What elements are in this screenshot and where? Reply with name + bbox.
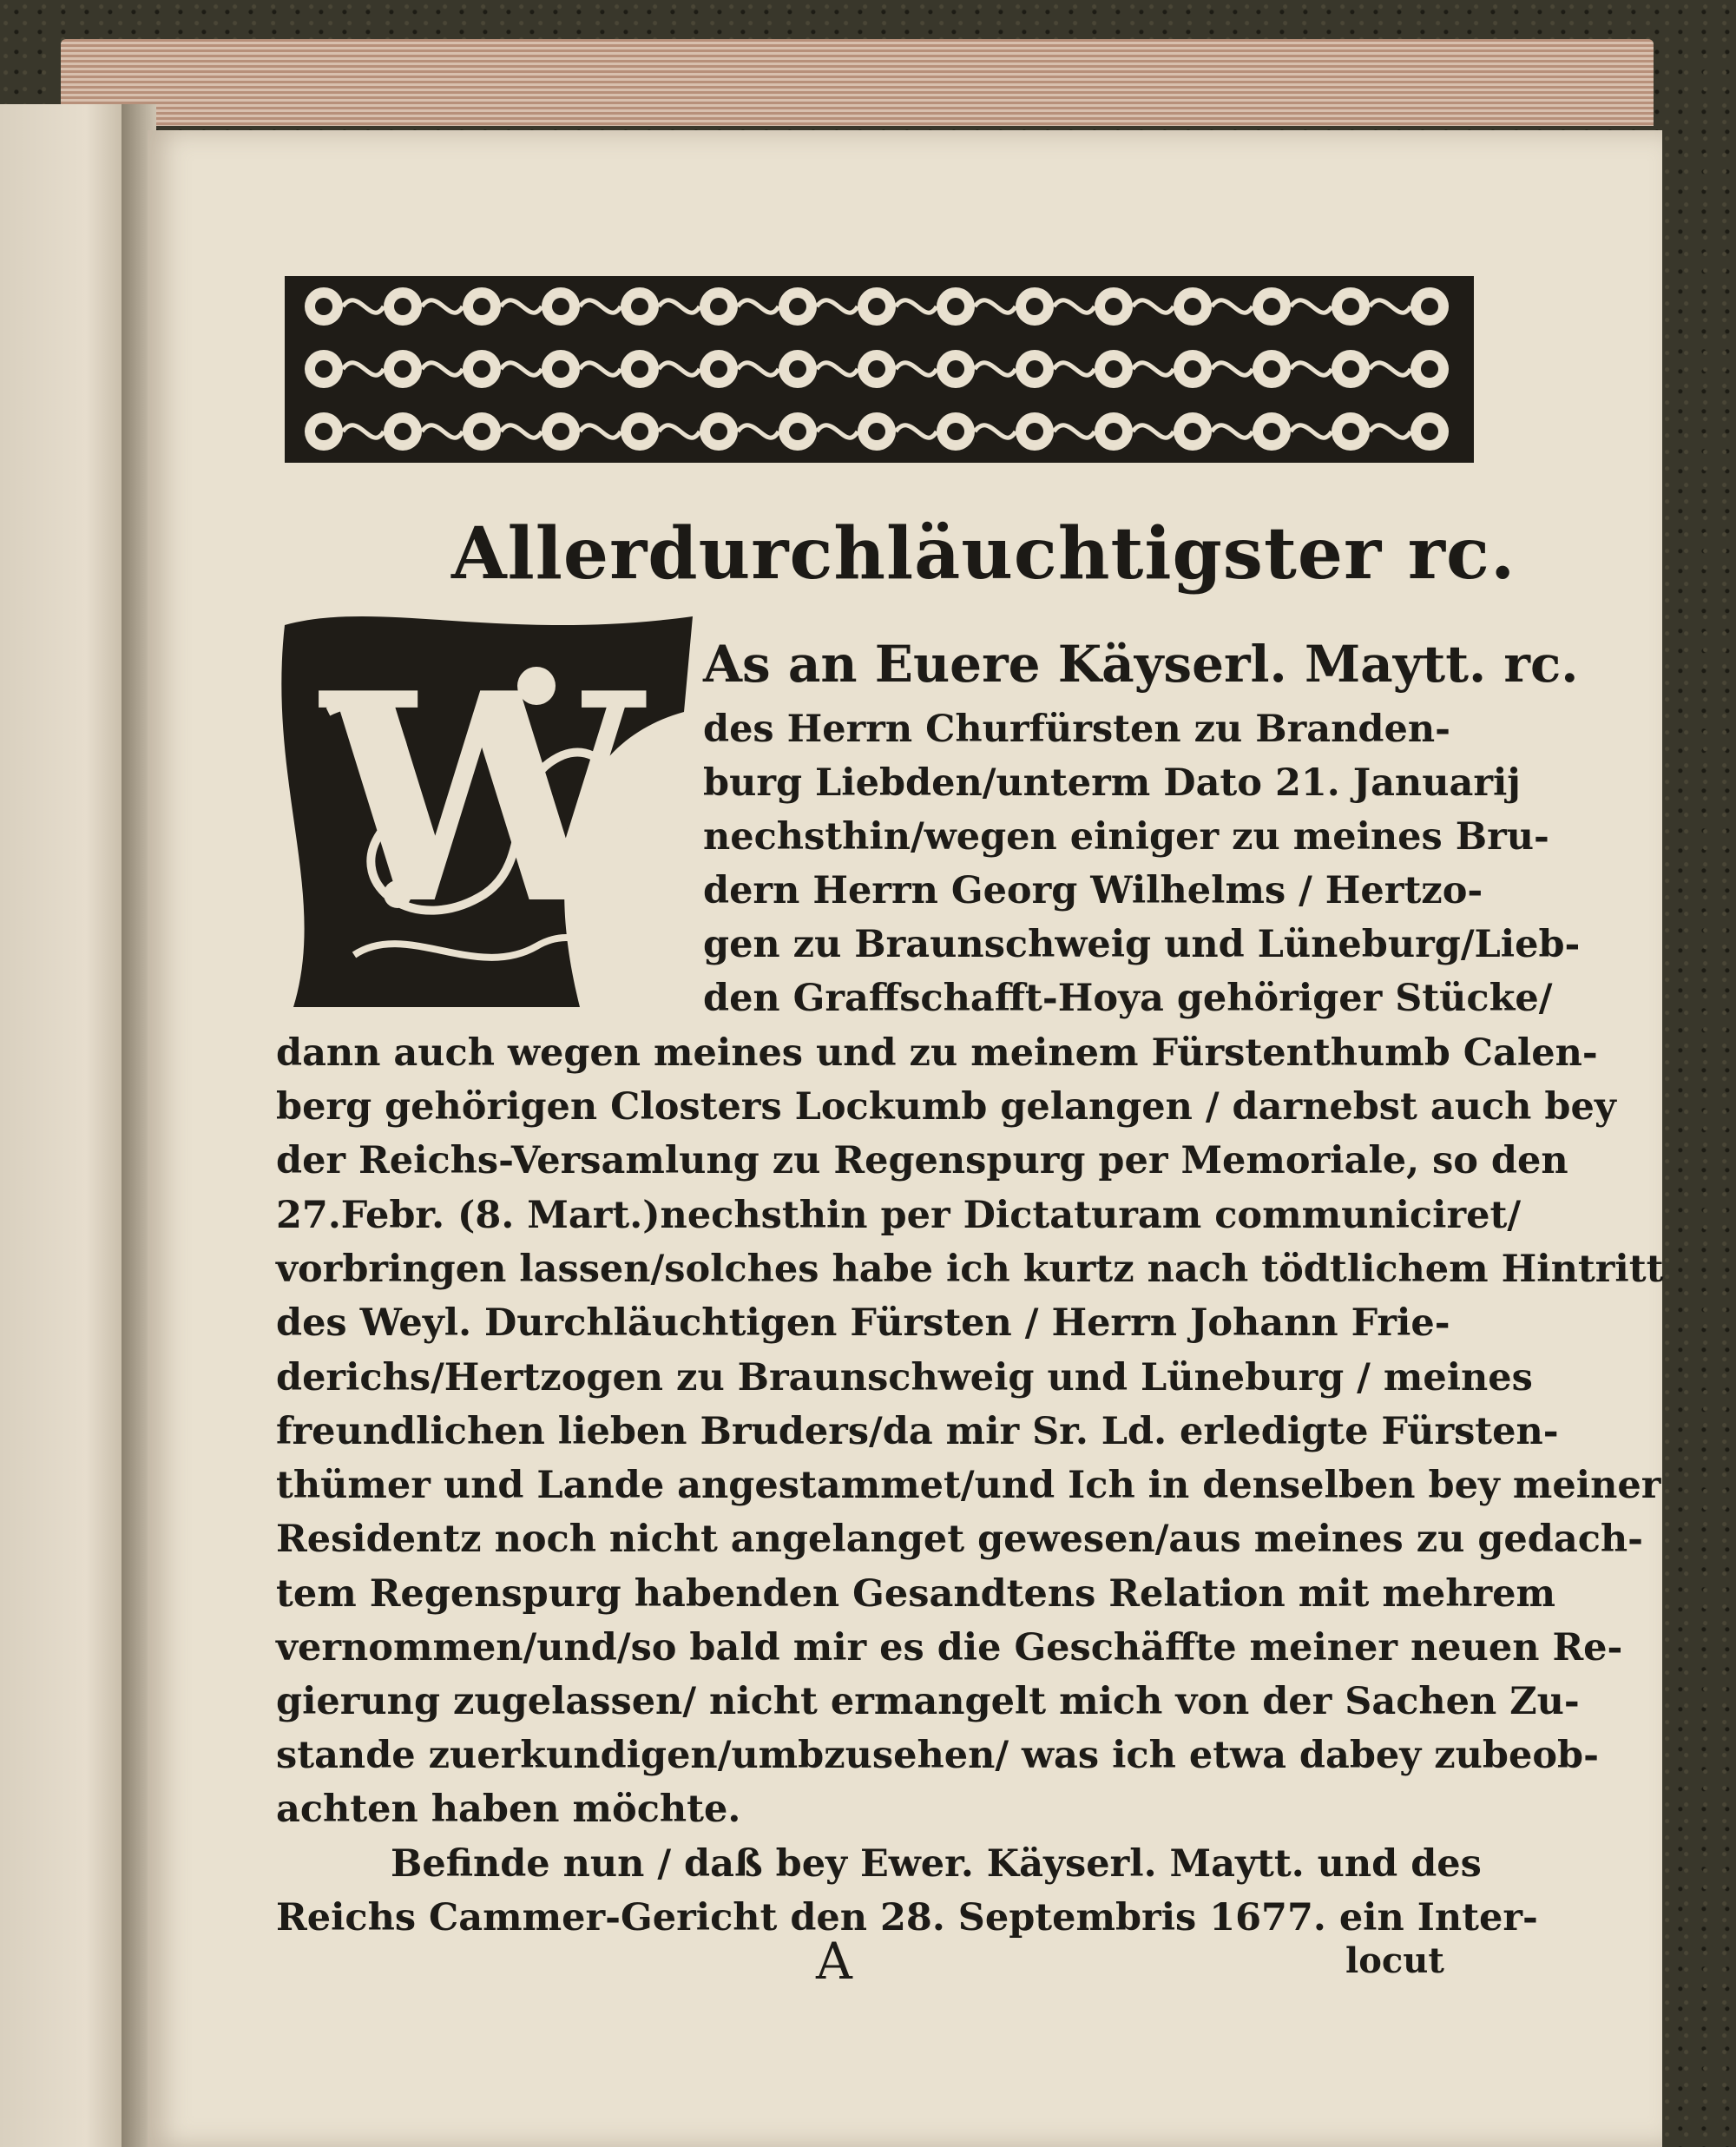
ornament-flower-center bbox=[394, 298, 411, 315]
text-line: burg Liebden/unterm Dato 21. Januarij bbox=[703, 761, 1521, 805]
text-line: dann auch wegen meines und zu meinem Fürstenthumb Calen- bbox=[276, 1031, 1598, 1075]
text-line: Reichs Cammer-Gericht den 28. Septembris 1677. ein Inter- bbox=[276, 1896, 1538, 1940]
ornament-band bbox=[285, 276, 1474, 463]
ornament-flower-center bbox=[710, 423, 727, 440]
ornament-flower-center bbox=[947, 360, 964, 378]
ornament-flower-center bbox=[1105, 423, 1122, 440]
ornament-flower-center bbox=[1184, 298, 1201, 315]
ornament-flower-center bbox=[1421, 298, 1438, 315]
text-line: 27.Febr. (8. Mart.)nechsthin per Dictaturam communiciret/ bbox=[276, 1194, 1522, 1237]
text-line: stande zuerkundigen/umbzusehen/ was ich etwa dabey zubeob- bbox=[276, 1734, 1599, 1777]
text-line: dern Herrn Georg Wilhelms / Hertzo- bbox=[703, 869, 1483, 912]
ornament-flower-center bbox=[1026, 423, 1043, 440]
ornament-flower-center bbox=[1105, 298, 1122, 315]
ornament-flower-center bbox=[1026, 298, 1043, 315]
ornament-flower-center bbox=[1342, 423, 1359, 440]
ornament-flower-center bbox=[1263, 360, 1280, 378]
text-line: berg gehörigen Closters Lockumb gelangen / darnebst auch bey bbox=[276, 1085, 1616, 1129]
text-line: des Weyl. Durchläuchtigen Fürsten / Herrn Johann Frie- bbox=[276, 1301, 1450, 1345]
ornament-flower-center bbox=[315, 423, 332, 440]
text-line: gierung zugelassen/ nicht ermangelt mich von der Sachen Zu- bbox=[276, 1680, 1580, 1723]
ornament-flower-center bbox=[473, 298, 490, 315]
text-line: gen zu Braunschweig und Lüneburg/Lieb- bbox=[703, 923, 1581, 966]
ornament-flower-center bbox=[789, 298, 806, 315]
ornament-flower-center bbox=[552, 298, 569, 315]
ornament-flower-center bbox=[789, 423, 806, 440]
text-line: As an Euere Käyserl. Maytt. rc. bbox=[703, 635, 1579, 694]
ornament-flower-center bbox=[394, 360, 411, 378]
ornament-flower-center bbox=[789, 360, 806, 378]
text-line: vorbringen lassen/solches habe ich kurtz nach tödtlichem Hintritt bbox=[276, 1248, 1664, 1291]
ornament-flower-center bbox=[1184, 423, 1201, 440]
ornament-flower-center bbox=[552, 360, 569, 378]
ornament-flower-center bbox=[1342, 360, 1359, 378]
ornament-flower-center bbox=[1026, 360, 1043, 378]
text-line: des Herrn Churfürsten zu Branden- bbox=[703, 708, 1450, 751]
ornament-flower-center bbox=[1184, 360, 1201, 378]
ornament-flower-center bbox=[552, 423, 569, 440]
ornament-flower-center bbox=[394, 423, 411, 440]
ornament-flower-center bbox=[710, 298, 727, 315]
text-line: freundlichen lieben Bruders/da mir Sr. Ld. erledigte Fürsten- bbox=[276, 1410, 1559, 1453]
ornament-flower-center bbox=[868, 423, 885, 440]
initial-letter: W bbox=[321, 630, 643, 967]
text-line: den Graffschafft-Hoya gehöriger Stücke/ bbox=[703, 977, 1553, 1020]
text-line: thümer und Lande angestammet/und Ich in denselben bey meiner bbox=[276, 1464, 1661, 1507]
ornament-flower-center bbox=[1342, 298, 1359, 315]
catchword: locut bbox=[1345, 1940, 1444, 1981]
text-line: tem Regenspurg habenden Gesandtens Relation mit mehrem bbox=[276, 1572, 1556, 1616]
ornament-flower-center bbox=[1421, 423, 1438, 440]
ornament-flower-center bbox=[315, 360, 332, 378]
ornament-flower-center bbox=[315, 298, 332, 315]
page-heading: Allerdurchläuchtigster rc. bbox=[451, 512, 1516, 596]
signature-mark: A bbox=[816, 1932, 852, 1991]
ornament-flower-center bbox=[1263, 423, 1280, 440]
ornament-flower-center bbox=[1263, 298, 1280, 315]
text-line: nechsthin/wegen einiger zu meines Bru- bbox=[703, 815, 1549, 859]
text-line: vernommen/und/so bald mir es die Geschäffte meiner neuen Re- bbox=[276, 1626, 1623, 1670]
ornament-flower-center bbox=[1105, 360, 1122, 378]
ornament-flower-center bbox=[631, 423, 648, 440]
ornament-flower-center bbox=[947, 423, 964, 440]
ornament-flower-center bbox=[473, 360, 490, 378]
text-line: Befinde nun / daß bey Ewer. Käyserl. Maytt. und des bbox=[391, 1842, 1482, 1886]
ornament-flower-center bbox=[868, 298, 885, 315]
ornament-flower-center bbox=[631, 360, 648, 378]
ornament-flower-center bbox=[868, 360, 885, 378]
ornament-flower-center bbox=[947, 298, 964, 315]
text-line: achten haben möchte. bbox=[276, 1788, 741, 1831]
ornament-flower-center bbox=[1421, 360, 1438, 378]
page-edges bbox=[61, 39, 1654, 126]
ornament-flower-center bbox=[473, 423, 490, 440]
text-line: der Reichs-Versamlung zu Regenspurg per Memoriale, so den bbox=[276, 1139, 1568, 1182]
ornament-flower-center bbox=[631, 298, 648, 315]
ornament-flower-center bbox=[710, 360, 727, 378]
text-line: derichs/Hertzogen zu Braunschweig und Lüneburg / meines bbox=[276, 1356, 1533, 1400]
text-line: Residentz noch nicht angelanget gewesen/aus meines zu gedach- bbox=[276, 1518, 1644, 1561]
